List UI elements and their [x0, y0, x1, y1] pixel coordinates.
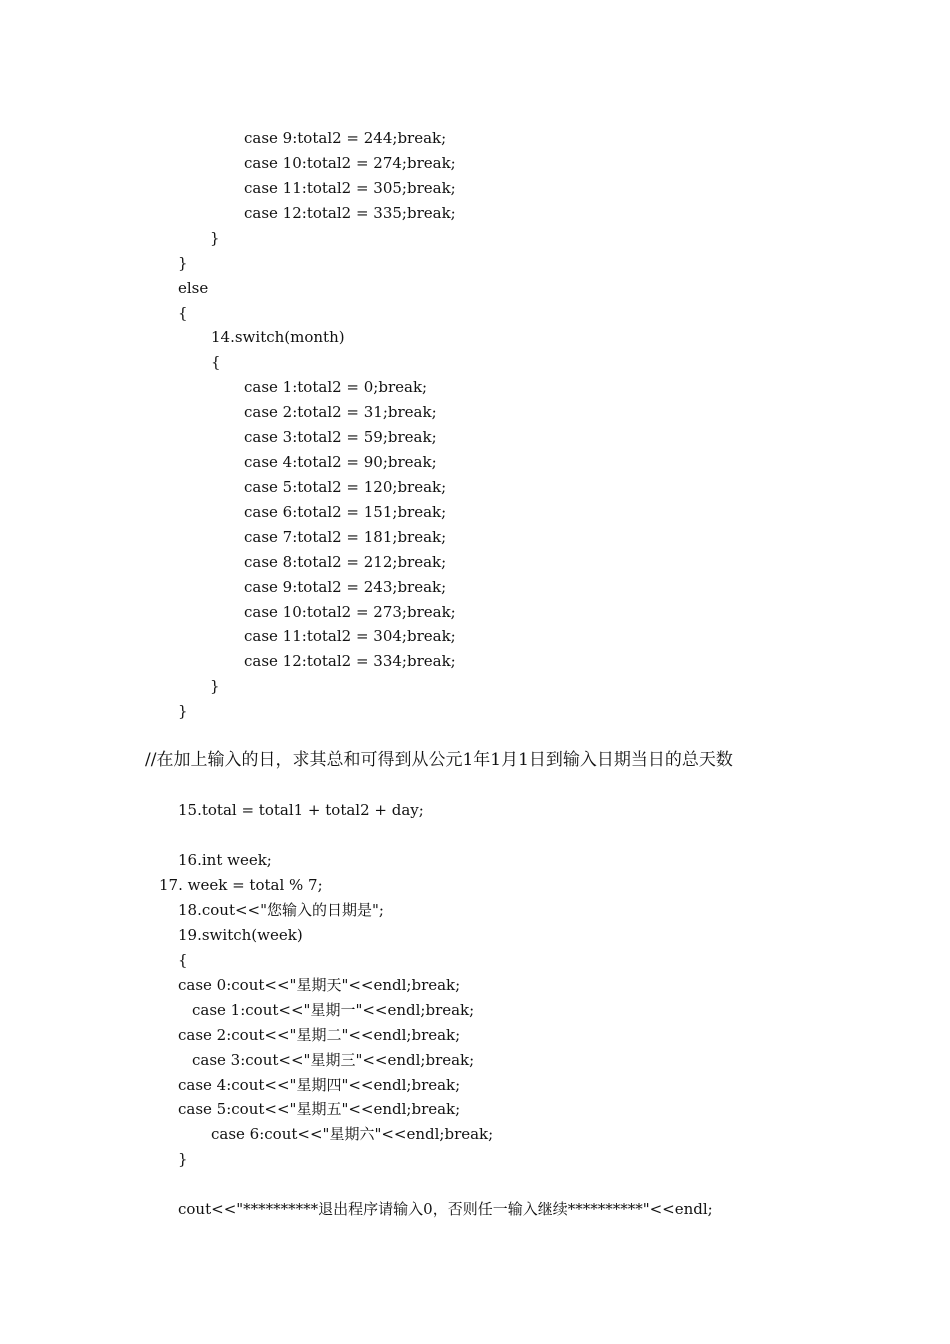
code-line: else — [178, 279, 209, 297]
code-line: } — [178, 254, 188, 272]
code-line: 14.switch(month) — [211, 328, 345, 346]
code-line: case 12:total2 = 335;break; — [244, 204, 456, 222]
code-line: case 1:cout<<"星期一"<<endl;break; — [192, 1001, 475, 1019]
code-line: 18.cout<<"您输入的日期是"; — [178, 901, 384, 919]
code-line: case 9:total2 = 244;break; — [244, 129, 447, 147]
code-line: case 11:total2 = 304;break; — [244, 627, 456, 645]
code-line: case 7:total2 = 181;break; — [244, 528, 447, 546]
code-line: case 5:cout<<"星期五"<<endl;break; — [178, 1100, 461, 1118]
code-line: } — [210, 677, 220, 695]
code-line: case 12:total2 = 334;break; — [244, 652, 456, 670]
code-line: case 4:total2 = 90;break; — [244, 453, 437, 471]
code-comment: //在加上输入的日，求其总和可得到从公元1年1月1日到输入日期当日的总天数 — [145, 750, 733, 770]
code-line: 15.total = total1 + total2 + day; — [178, 801, 424, 819]
code-line: { — [178, 951, 188, 969]
code-line: case 4:cout<<"星期四"<<endl;break; — [178, 1076, 461, 1094]
code-line: 17. week = total % 7; — [159, 876, 323, 894]
code-line: } — [210, 229, 220, 247]
code-line: case 2:total2 = 31;break; — [244, 403, 437, 421]
code-line: case 0:cout<<"星期天"<<endl;break; — [178, 976, 461, 994]
code-line: } — [178, 1150, 188, 1168]
code-line: case 10:total2 = 273;break; — [244, 603, 456, 621]
code-line: case 8:total2 = 212;break; — [244, 553, 447, 571]
code-line: case 5:total2 = 120;break; — [244, 478, 447, 496]
code-line: case 6:total2 = 151;break; — [244, 503, 447, 521]
code-line: case 2:cout<<"星期二"<<endl;break; — [178, 1026, 461, 1044]
code-line: case 11:total2 = 305;break; — [244, 179, 456, 197]
code-line: 16.int week; — [178, 851, 272, 869]
code-line: case 3:cout<<"星期三"<<endl;break; — [192, 1051, 475, 1069]
code-line: case 3:total2 = 59;break; — [244, 428, 437, 446]
code-line: { — [211, 353, 221, 371]
code-line: } — [178, 702, 188, 720]
code-line: cout<<"**********退出程序请输入0，否则任一输入继续**********"<<endl; — [178, 1200, 713, 1218]
code-line: { — [178, 304, 188, 322]
code-line: case 10:total2 = 274;break; — [244, 154, 456, 172]
code-line: case 1:total2 = 0;break; — [244, 378, 428, 396]
code-line: case 6:cout<<"星期六"<<endl;break; — [211, 1125, 494, 1143]
code-line: case 9:total2 = 243;break; — [244, 578, 447, 596]
code-line: 19.switch(week) — [178, 926, 303, 944]
